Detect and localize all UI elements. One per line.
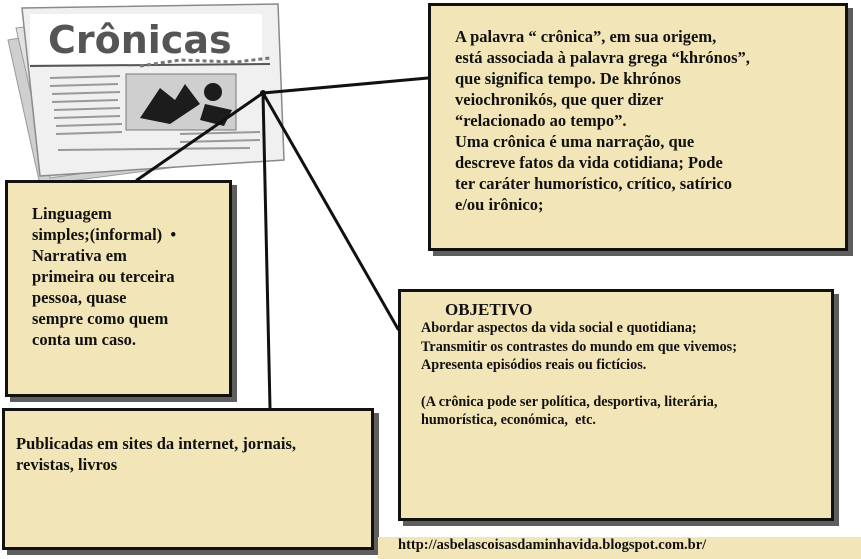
- linguagem-line: simples;(informal) •: [32, 225, 177, 244]
- origem-line: descreve fatos da vida cotidiana; Pode: [455, 153, 723, 172]
- publicadas-line: revistas, livros: [16, 455, 118, 474]
- linguagem-line: Linguagem: [32, 204, 112, 223]
- linguagem-line: conta um caso.: [32, 330, 137, 349]
- origem-line: Uma crônica é uma narração, que: [455, 132, 695, 151]
- source-url: http://asbelascoisasdaminhavida.blogspot.com.br/: [398, 537, 707, 553]
- linguagem-line: Narrativa em: [32, 246, 127, 265]
- origem-line: “relacionado ao tempo”.: [455, 111, 627, 130]
- objetivo-note-line: humorística, económica, etc.: [421, 412, 596, 428]
- origem-line: está associada à palavra grega “khrónos”,: [455, 48, 750, 67]
- objetivo-line: Apresenta episódios reais ou fictícios.: [421, 357, 647, 373]
- linguagem-line: primeira ou terceira: [32, 267, 175, 286]
- box-publicadas: [2, 408, 374, 550]
- newspaper-masthead: Crônicas: [48, 18, 232, 62]
- connector-to-linguagem: [137, 93, 263, 180]
- box-linguagem: [5, 180, 232, 397]
- publicadas-line: Publicadas em sites da internet, jornais,: [16, 434, 297, 453]
- connector-hub: [260, 90, 266, 96]
- origem-line: ter caráter humorístico, crítico, satírico: [455, 174, 733, 193]
- box-origem-definicao: [428, 3, 848, 251]
- origem-line: que significa tempo. De khrónos: [455, 69, 681, 88]
- origem-line: e/ou irônico;: [455, 195, 544, 214]
- connector-to-publicadas: [263, 93, 270, 408]
- objetivo-line: Transmitir os contrastes do mundo em que vivemos;: [421, 338, 737, 355]
- connector-to-origem: [263, 78, 428, 93]
- objetivo-line: Abordar aspectos da vida social e quotidiana;: [421, 320, 697, 336]
- objetivo-note-line: (A crônica pode ser política, desportiva, literária,: [421, 393, 718, 410]
- origem-line: veiochronikós, que quer dizer: [455, 90, 664, 109]
- connector-to-objetivo: [263, 93, 398, 329]
- objetivo-title: OBJETIVO: [445, 300, 533, 319]
- box-objetivo: [398, 289, 834, 521]
- origem-line: A palavra “ crônica”, em sua origem,: [455, 27, 717, 46]
- linguagem-line: sempre como quem: [32, 309, 169, 328]
- linguagem-line: pessoa, quase: [32, 288, 127, 307]
